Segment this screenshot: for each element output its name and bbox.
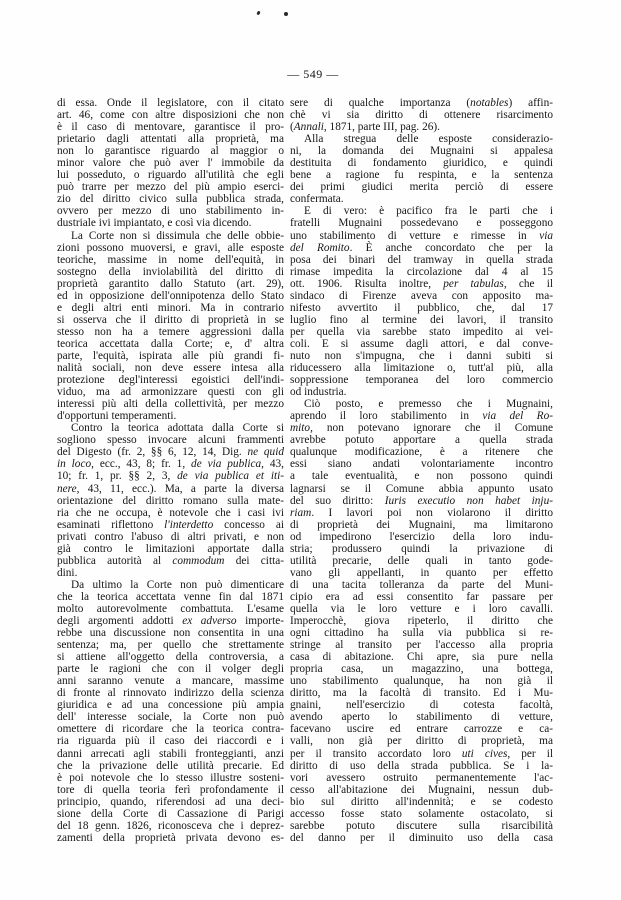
- text-run: , 43, 11, ecc.). Ma, a parte la diversa: [76, 482, 284, 495]
- text-line: propria casa, un magazzino, una bottega,: [290, 663, 553, 676]
- text-line: ria che ne occupa, è notevole che i casi ivi: [57, 506, 284, 519]
- text-run: 10; fr. 1, pr. §§ 2, 3,: [57, 470, 178, 483]
- text-line: ogni cittadino ha sulla via pubblica si re-: [290, 627, 553, 640]
- text-run: sere di qualche importanza (: [290, 97, 471, 109]
- text-line: accesso fosse stato solamente ostacolato, si: [290, 807, 553, 820]
- text-line: minor valore che può aver l' immobile da: [57, 157, 284, 170]
- text-line: [290, 121, 553, 133]
- text-line: può trarre per mezzo del più ampio eserci-: [57, 181, 284, 194]
- text-line: proprietà garantito dallo Statuto (art. 29),: [57, 277, 284, 290]
- text-line: per quella via sarebbe stato impedito ai vei-: [290, 325, 553, 338]
- text-line: casa di abitazione. Chi apre, sia pure nella: [290, 651, 553, 664]
- text-line: posa dei binari del tramway in quella strada: [290, 253, 553, 266]
- text-run: aprendo il loro stabilimento in: [290, 410, 483, 423]
- text-run: importe-: [236, 615, 284, 628]
- text-line: fratelli Mugnaini possedevano e posseggono: [290, 217, 553, 230]
- text-line: nalità sociali, non deve essere intesa alla: [57, 362, 284, 375]
- text-run: (: [290, 121, 294, 134]
- italic-text-run: nere: [57, 482, 77, 495]
- text-line: rebbe una discussione non consentita in una: [57, 627, 284, 640]
- text-line: [290, 495, 553, 507]
- text-line: omettere di ricordare che la teorica contra-: [57, 723, 284, 736]
- text-line: E di vero: è pacifico fra le parti che i: [304, 205, 553, 218]
- text-line: di fronte al rinnovato indirizzo della scienza: [57, 687, 284, 700]
- text-line: uno stabilimento qualunque, ha non già il: [290, 675, 553, 688]
- italic-text-run: ex adverso: [182, 615, 237, 628]
- text-run: , che il: [503, 277, 553, 290]
- text-line: [290, 278, 553, 290]
- text-line: soppressione temporanea del loro commercio: [290, 374, 553, 387]
- text-run: concesso ai: [213, 518, 284, 531]
- text-line: sogliono spesso invocare alcuni frammenti: [57, 434, 284, 447]
- text-line: del 18 genn. 1826, riconosceva che i deprez-: [57, 819, 284, 832]
- text-line: La Corte non si dissimula che delle obbie-: [71, 229, 284, 242]
- text-line: cesso all'abitazione dei Mugnaini, nessun dub-: [290, 783, 553, 796]
- text-line: Contro la teorica adottata dalla Corte si: [71, 422, 284, 435]
- italic-text-run: de via publica et iti-: [177, 470, 284, 483]
- text-line: privati contro l'abuso di altri privati, e non: [57, 530, 284, 543]
- italic-text-run: ne quid: [247, 446, 284, 459]
- text-line: sarebbe potuto discutere sulla risarcibilità: [290, 819, 553, 832]
- text-line: ovvero per mezzo di uno stabilimento in-: [57, 205, 284, 218]
- text-line: che la teorica accettata venne fin dal 1871: [57, 590, 284, 603]
- scan-speck: [284, 12, 288, 16]
- text-line: zioni possono muoversi, e gravi, alle esposte: [57, 241, 284, 254]
- text-line: sindaco di Firenze aveva con apposito ma-: [290, 289, 553, 302]
- text-line: avendo aperto lo stabilimento di vetture,: [290, 711, 553, 724]
- italic-text-run: riam: [290, 506, 312, 519]
- text-line: teorica accettata dalla Corte; e, d' altra: [57, 337, 284, 350]
- left-text-column: [57, 97, 284, 844]
- text-line: qualunque modificazione, è a ritenere che: [290, 446, 553, 459]
- text-line: avrebbe potuto apportare a quella strada: [290, 434, 553, 447]
- text-line: teoriche, massime in nome dell'equità, in: [57, 253, 284, 266]
- text-line: [290, 97, 553, 109]
- text-line: essi siano andati volontariamente incontro: [290, 458, 553, 471]
- text-run: ) affin-: [508, 97, 553, 109]
- text-line: di essa. Onde il legislatore, con il citato: [57, 97, 284, 109]
- text-line: ria riguarda più il caso dei riaccordi e i: [57, 735, 284, 748]
- text-run: del suo diritto:: [290, 494, 385, 507]
- text-line: [57, 615, 284, 627]
- text-run: . È anche concordato che per la: [349, 241, 553, 254]
- paragraph: [290, 133, 553, 205]
- text-line: e degli altri enti minori. Ma in contrario: [57, 301, 284, 314]
- text-line: è poi notevole che lo stesso illustre sosteni-: [57, 771, 284, 784]
- text-line: anni saranno venute a mancare, massime: [57, 675, 284, 688]
- text-line: lagnarsi se il Comune abbia appunto usato: [290, 482, 553, 495]
- text-line: stringe al transito per l'accesso alla propria: [290, 639, 553, 652]
- paragraph: [57, 422, 284, 579]
- text-line: gnaini, nell'esercizio di cotesta facoltà,: [290, 699, 553, 712]
- italic-text-run: de via publica: [191, 458, 262, 471]
- paragraph: [290, 205, 553, 398]
- scan-speck: [256, 11, 261, 16]
- page-number: — 549 —: [287, 67, 339, 81]
- text-line: lui posseduto, o riguardo all'utilità che egli: [57, 169, 284, 182]
- text-line: Imperocchè, giova ripeterlo, il diritto che: [290, 615, 553, 628]
- text-line: nuto non s'impugna, che i danni subiti si: [290, 349, 553, 362]
- text-line: vori avessero ostruito permanentemente l'ac-: [290, 771, 553, 784]
- text-run: , 1871, parte III, pag. 26).: [323, 121, 440, 134]
- text-line: principio, quando, riferendosi ad una deci-: [57, 795, 284, 808]
- italic-text-run: Annali: [293, 121, 324, 134]
- text-run: ott. 1906. Risulta inoltre,: [290, 277, 444, 290]
- paragraph: [57, 97, 284, 230]
- text-run: dei citta-: [224, 554, 284, 567]
- text-line: destituita di fondamento giuridico, e quindi: [290, 157, 553, 170]
- text-line: [290, 507, 553, 519]
- text-run: pubblica autorità al: [57, 554, 173, 567]
- text-line: quella via le loro vetture e i loro cavalli.: [290, 602, 553, 615]
- italic-text-run: del Romito: [290, 241, 350, 254]
- text-line: diritto di uso della strada pubblica. Se i la-: [290, 759, 553, 772]
- paragraph: [57, 579, 284, 844]
- text-line: zio del diritto civico sulla pubblica strada,: [57, 193, 284, 206]
- text-line: parte le ragioni che con il volger degli: [57, 663, 284, 676]
- italic-text-run: in loco: [57, 458, 92, 471]
- text-line: od industria.: [290, 386, 347, 399]
- italic-text-run: notables: [470, 97, 509, 109]
- text-line: bio sul diritto all'indennità; e se codesto: [290, 795, 553, 808]
- paragraph: [290, 97, 553, 133]
- text-line: coli. E si assume dagli attori, e dal conve-: [290, 337, 553, 350]
- text-line: molto autorevolmente combattuta. L'esame: [57, 602, 284, 615]
- text-line: chè vi sia diritto di ottenere risarcimento: [290, 109, 553, 122]
- text-line: zamenti della proprietà privata devono es-: [57, 831, 284, 844]
- text-line: d'opportuni temperamenti.: [57, 410, 177, 423]
- text-line: a tale eventualità, e non possono quindi: [290, 470, 553, 483]
- text-line: dell' interesse sociale, la Corte non può: [57, 711, 284, 724]
- text-line: stria; produssero quindi la privazione di: [290, 542, 553, 555]
- italic-text-run: via: [539, 229, 553, 242]
- text-line: [57, 446, 284, 458]
- text-line: [57, 555, 284, 567]
- text-run: del Digesto (fr. 2, §§ 6, 12, 14, Dig.: [57, 446, 248, 459]
- text-line: [290, 748, 553, 760]
- paragraph: [57, 230, 284, 423]
- text-line: [290, 230, 553, 242]
- text-line: confermata.: [290, 193, 344, 206]
- text-line: dini.: [57, 566, 78, 579]
- text-line: [290, 410, 553, 422]
- text-line: [57, 470, 284, 482]
- italic-text-run: l'interdetto: [164, 518, 214, 531]
- text-line: rimase impedita la circolazione dal 4 al 15: [290, 265, 553, 278]
- text-line: protezione degl'interessi egoistici dell'indi-: [57, 374, 284, 387]
- text-line: vano gli appellanti, in quanto per effetto: [290, 566, 553, 579]
- text-line: sostegno della inviolabilità del diritto di: [57, 265, 284, 278]
- text-run: uno stabilimento di vetture e rimesse in: [290, 229, 540, 242]
- text-line: parte, l'equità, ispirata alle più grandi fi-: [57, 349, 284, 362]
- text-line: valli, non già per diritto di proprietà, ma: [290, 735, 553, 748]
- paragraph: [290, 398, 553, 844]
- text-line: di proprietà dei Mugnaini, ma limitarono: [290, 518, 553, 531]
- text-line: nifesto avvertito il pubblico, che, dal 17: [290, 301, 553, 314]
- text-line: cipio era ad essi consentito far passare per: [290, 590, 553, 603]
- italic-text-run: mito: [290, 422, 311, 435]
- text-line: diritto, ma la facoltà di transito. Ed i Mu-: [290, 687, 553, 700]
- text-line: sione della Corte di Cassazione di Parigi: [57, 807, 284, 820]
- italic-text-run: commodum: [172, 554, 225, 567]
- text-line: Alla stregua delle esposte considerazio-: [304, 133, 553, 146]
- italic-text-run: Iuris executio non habet inju-: [384, 494, 553, 507]
- text-run: . I lavori poi non violarono il diritto: [311, 506, 553, 519]
- text-line: [57, 519, 284, 531]
- italic-text-run: via del Ro-: [482, 410, 553, 423]
- text-line: dustriale ivi impiantato, e così via dicendo.: [57, 217, 252, 230]
- text-line: ed in opposizione dell'onnipotenza dello Stato: [57, 289, 284, 302]
- text-line: [290, 242, 553, 254]
- text-line: giuridica e ad una concessione più ampia: [57, 699, 284, 712]
- text-line: riducessero alla limitazione o, tutt'al più, alla: [290, 362, 553, 375]
- text-run: , ecc., 43, 8; fr. 1,: [91, 458, 192, 471]
- text-line: orientazione del diritto romano sulla mate-: [57, 494, 284, 507]
- right-text-column: [290, 97, 553, 844]
- text-line: danni arrecati agli stabili fronteggianti, anzi: [57, 747, 284, 760]
- text-run: esaminati riflettono: [57, 518, 165, 531]
- text-line: bene a ragione fu respinta, e la sentenza: [290, 169, 553, 182]
- text-line: interessi più alti della collettività, per mezzo: [57, 398, 284, 411]
- text-line: prietario dagli attentati alla proprietà, ma: [57, 133, 284, 146]
- text-line: Ciò posto, e premesso che i Mugnaini,: [304, 398, 553, 411]
- text-line: non lo garantisce riguardo al maggior o: [57, 145, 284, 158]
- text-line: tore di quella teoria ferì profondamente il: [57, 783, 284, 796]
- text-line: ni, la domanda dei Mugnaini si appalesa: [290, 145, 553, 158]
- text-line: [57, 458, 284, 470]
- text-run: , non potevano ignorare che il Comune: [310, 422, 553, 435]
- text-line: sentenza; ma, per quello che strettamente: [57, 639, 284, 652]
- text-line: si attiene all'oggetto della controversia, a: [57, 651, 284, 664]
- italic-text-run: uti cives: [461, 747, 508, 760]
- text-line: [57, 483, 284, 495]
- text-line: od impedirono l'esercizio della loro indu-: [290, 530, 553, 543]
- text-run: , 43,: [261, 458, 284, 471]
- text-line: si osserva che il diritto di proprietà in se: [57, 313, 284, 326]
- text-line: art. 46, come con altre disposizioni che non: [57, 109, 284, 122]
- text-line: luglio fino al termine dei lavori, il transito: [290, 313, 553, 326]
- text-line: Da ultimo la Corte non può dimenticare: [71, 578, 284, 591]
- text-line: utilità precarie, delle quali in tanto gode-: [290, 554, 553, 567]
- text-line: del danno per il diminuito uso della casa: [290, 831, 553, 844]
- text-line: [290, 422, 553, 434]
- text-run: , per il: [507, 747, 553, 760]
- text-line: viduo, ma ad armonizzare questi con gli: [57, 386, 284, 399]
- italic-text-run: per tabulas: [443, 277, 504, 290]
- text-line: è il caso di mentovare, garantisce il pro-: [57, 121, 284, 134]
- text-line: dei primi giudici merita perciò di essere: [290, 181, 553, 194]
- text-line: già contro le limitazioni apportate dalla: [57, 542, 284, 555]
- text-line: che la privazione delle utilità precarie. Ed: [57, 759, 284, 772]
- text-line: di una tacita tolleranza da parte del Muni-: [290, 578, 553, 591]
- text-run: degli argomenti addotti: [57, 615, 183, 628]
- text-line: facevano uscire ed entrare carrozze e ca-: [290, 723, 553, 736]
- text-line: stesso non ha a temere aggressioni dalla: [57, 325, 284, 338]
- text-run: per il transito accordato loro: [290, 747, 462, 760]
